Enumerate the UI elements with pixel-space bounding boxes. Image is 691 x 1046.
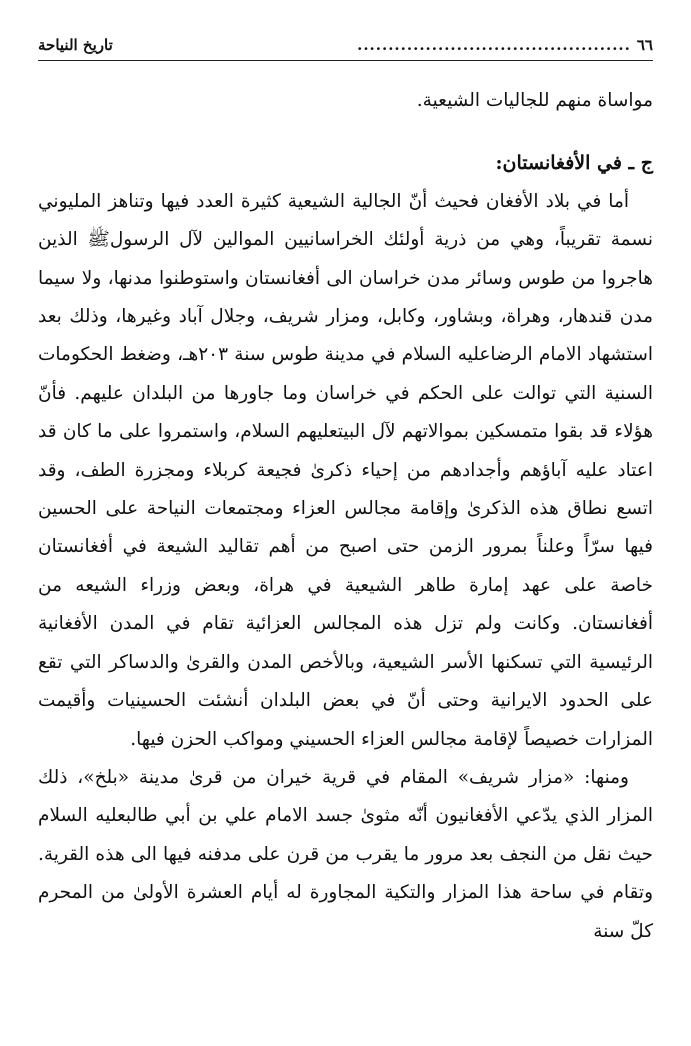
continuation-line: مواساة منهم للجاليات الشيعية. bbox=[416, 90, 653, 111]
header-running-title: تاريخ النياحة bbox=[38, 36, 113, 54]
paragraph-1: أما في بلاد الأفغان فحيث أنّ الجالية الشيعية كثيرة العدد فيها وتناهز المليوني نسمة تقريباً، وهي من ذرية أولئك الخراسانيين الموالين لآل الرسولﷺ الذين هاجروا من طوس وسائر مدن خراسان الى أفغانستان واستوطنوا مدنها، ولا سيما مدن قندهار، وهراة، وبشاور، وكابل، ومزار شريف، وجلال آباد وغيرها، وذلك بعد استشهاد الامام الرضاعليه السلام في مدينة طوس سنة ٢٠٣هـ، وضغط الحكومات السنية التي توالت على الحكم في خراسان وما جاورها من البلدان عليهم. فأنّ هؤلاء قد بقوا متمسكين بموالاتهم لآل البيتعليهم السلام، واستمروا على ما كان قد اعتاد عليه آباؤهم وأجدادهم من إحياء ذكرىٰ فجيعة كربلاء ومجزرة الطف، وقد اتسع نطاق هذه الذكرىٰ وإقامة مجالس العزاء ومجتمعات النياحة على الحسين فيها سرّاً وعلناً بمرور الزمن حتى اصبح من أهم تقاليد الشيعة في أفغانستان خاصة على عهد إمارة طاهر الشيعية في هراة، وبعض وزراء الشيعه من أفغانستان. وكانت ولم تزل هذه المجالس العزائية تقام في المدن الأفغانية الرئيسية التي تسكنها الأسر الشيعية، وبالأخص المدن والقرىٰ والدساكر التي تقع على الحدود الايرانية وحتى أنّ في بعض البلدان أنشئت الحسينيات وأقيمت المزارات خصيصاً لإقامة مجالس العزاء الحسيني ومواكب الحزن فيها. bbox=[38, 190, 654, 750]
header-dot-leader: ............................................ bbox=[357, 36, 631, 54]
page-body bbox=[38, 82, 653, 951]
header-page-number: ٦٦ bbox=[636, 36, 653, 54]
paragraph-2: ومنها: «مزار شريف» المقام في قرية خيران من قرىٰ مدينة «بلخ»، ذلك المزار الذي يدّعي الأفغانيون أنّه مثوىٰ جسد الامام علي بن أبي طالبعليه السلام حيث نقل من النجف بعد مرور ما يقرب من قرن على مدفنه فيها الى هذه القرية. وتقام في ساحة هذا المزار والتكية المجاورة له أيام العشرة الأولىٰ من المحرم كلّ سنة bbox=[38, 766, 653, 942]
book-page bbox=[38, 22, 653, 1022]
header-rule bbox=[38, 60, 653, 61]
running-header bbox=[38, 32, 653, 58]
section-heading: ج ـ في الأفغانستان: bbox=[495, 152, 653, 175]
